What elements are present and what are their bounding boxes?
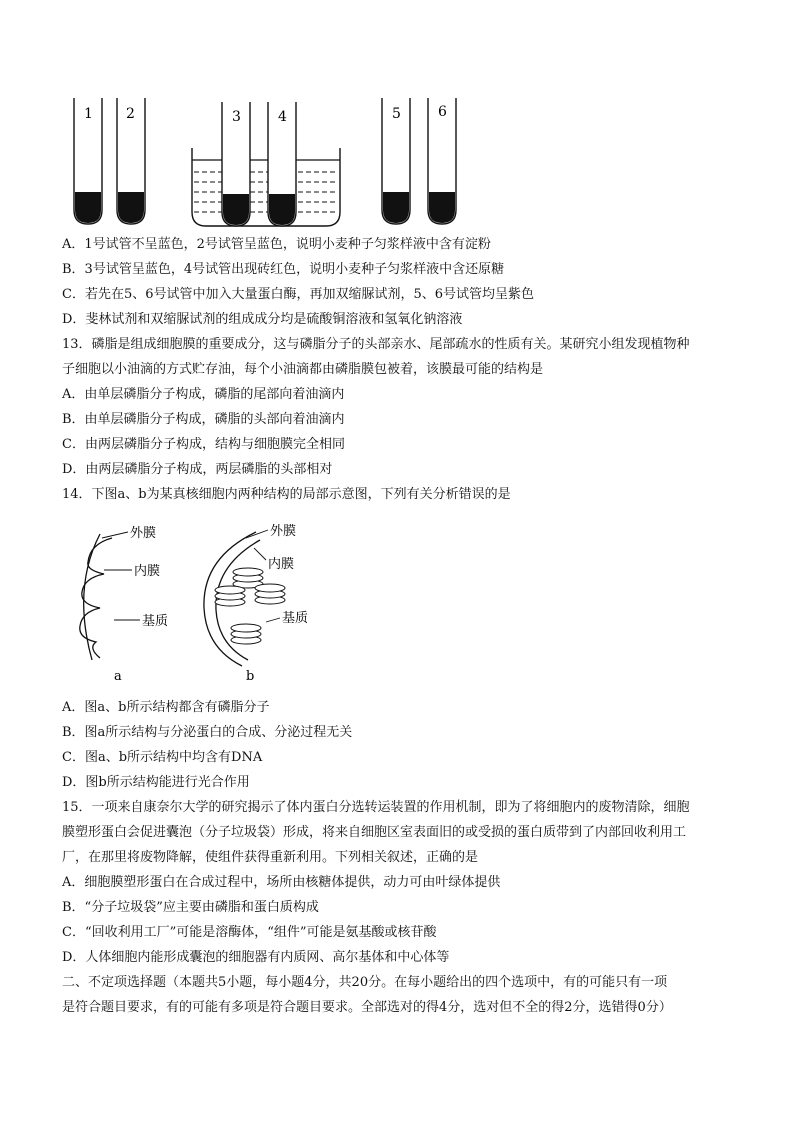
test-tube-figure (60, 88, 480, 233)
q13-option-c: C．由两层磷脂分子构成，结构与细胞膜完全相同 (62, 437, 345, 452)
q15-option-d: D．人体细胞内能形成囊泡的细胞器有内质网、高尔基体和中心体等 (62, 950, 450, 965)
q12-option-a: A．1号试管不呈蓝色，2号试管呈蓝色，说明小麦种子匀浆样液中含有淀粉 (62, 237, 491, 252)
b-label-matrix: 基质 (282, 611, 309, 626)
grana-stack (215, 568, 285, 644)
tube-label-3: 3 (232, 109, 241, 125)
mitochondrion-diagram (80, 526, 168, 684)
organelle-figure (70, 518, 320, 686)
section-2-line-2: 是符合题目要求，有的可能有多项是符合题目要求。全部选对的得4分，选对但不全的得2分，选错得0分） (62, 1000, 672, 1015)
tube-label-2: 2 (126, 106, 135, 122)
q12-option-c: C．若先在5、6号试管中加入大量蛋白酶，再加双缩脲试剂，5、6号试管均呈紫色 (62, 287, 535, 302)
q14-stem: 14．下图a、b为某真核细胞内两种结构的局部示意图，下列有关分析错误的是 (62, 487, 511, 502)
q13-option-b: B．由单层磷脂分子构成，磷脂的头部向着油滴内 (62, 412, 345, 427)
tube-4 (268, 102, 296, 226)
q15-option-c: C．“回收利用工厂”可能是溶酶体，“组件”可能是氨基酸或核苷酸 (62, 925, 437, 940)
caption-b: b (246, 669, 255, 684)
q15-stem-line-2: 膜塑形蛋白会促进囊泡（分子垃圾袋）形成，将来自细胞区室表面旧的或受损的蛋白质带到了内部回收利用工 (62, 825, 687, 840)
a-label-outer-membrane: 外膜 (130, 526, 157, 541)
tube-3 (222, 102, 250, 226)
q15-stem-line-3: 厂，在那里将废物降解，使组件获得重新利用。下列相关叙述，正确的是 (62, 850, 479, 865)
q13-stem-line-2: 子细胞以小油滴的方式贮存油，每个小油滴都由磷脂膜包被着，该膜最可能的结构是 (62, 362, 544, 377)
tube-5 (382, 98, 410, 224)
q14-option-c: C．图a、b所示结构中均含有DNA (62, 750, 263, 765)
q15-option-a: A．细胞膜塑形蛋白在合成过程中，场所由核糖体提供，动力可由叶绿体提供 (62, 875, 501, 890)
a-label-inner-membrane: 内膜 (134, 564, 161, 579)
tube-label-6: 6 (438, 104, 447, 120)
q15-stem-line-1: 15．一项来自康奈尔大学的研究揭示了体内蛋白分选转运装置的作用机制，即为了将细胞内的废物清除，细胞 (62, 800, 690, 815)
q14-option-a: A．图a、b所示结构都含有磷脂分子 (62, 700, 270, 715)
section-2-line-1: 二、不定项选择题（本题共5小题，每小题4分，共20分。在每小题给出的四个选项中，有的可能只有一项 (62, 975, 668, 990)
q14-option-b: B．图a所示结构与分泌蛋白的合成、分泌过程无关 (62, 725, 353, 740)
q13-option-d: D．由两层磷脂分子构成，两层磷脂的头部相对 (62, 462, 333, 477)
q14-option-d: D．图b所示结构能进行光合作用 (62, 775, 250, 790)
tube-2 (117, 98, 145, 224)
q15-option-b: B．“分子垃圾袋”应主要由磷脂和蛋白质构成 (62, 900, 319, 915)
a-label-matrix: 基质 (142, 614, 169, 629)
b-label-inner-membrane: 内膜 (268, 557, 295, 572)
b-label-outer-membrane: 外膜 (270, 524, 297, 539)
caption-a: a (114, 669, 122, 684)
tube-label-5: 5 (392, 106, 401, 122)
q13-option-a: A．由单层磷脂分子构成，磷脂的尾部向着油滴内 (62, 387, 345, 402)
q13-stem-line-1: 13．磷脂是组成细胞膜的重要成分，这与磷脂分子的头部亲水、尾部疏水的性质有关。某研究小组发现植物种 (62, 337, 690, 352)
tube-1 (74, 98, 102, 224)
q12-option-d: D．斐林试剂和双缩脲试剂的组成成分均是硫酸铜溶液和氢氧化钠溶液 (62, 312, 463, 327)
chloroplast-diagram (204, 524, 308, 684)
tube-label-4: 4 (278, 109, 287, 125)
tube-label-1: 1 (84, 106, 93, 122)
water-bath (192, 148, 340, 226)
tube-6 (428, 98, 456, 224)
q12-option-b: B．3号试管呈蓝色，4号试管出现砖红色，说明小麦种子匀浆样液中含还原糖 (62, 262, 505, 277)
